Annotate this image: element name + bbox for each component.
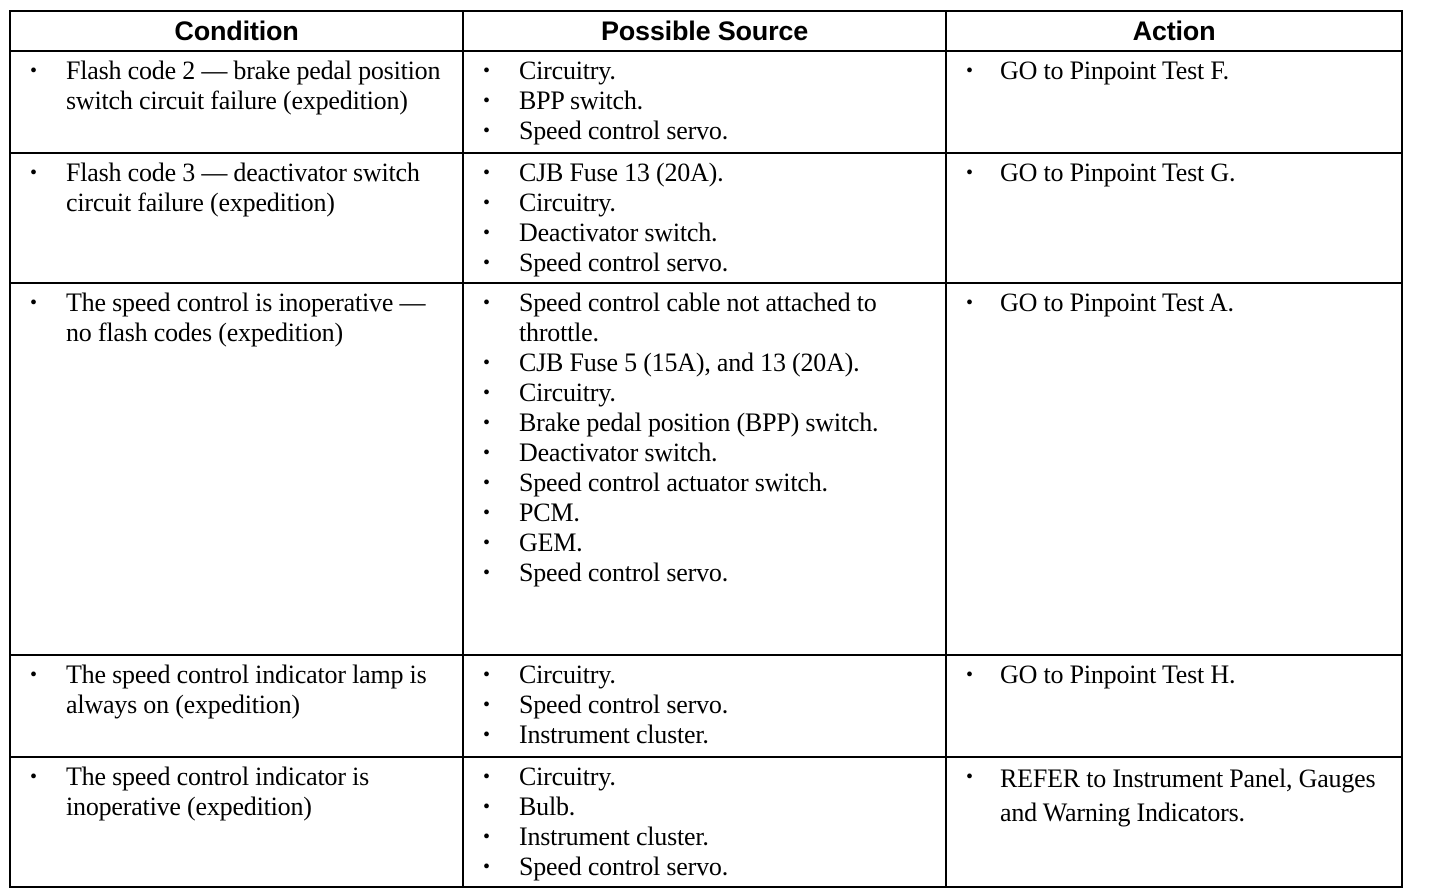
action-cell bbox=[946, 655, 1402, 757]
list-item bbox=[472, 558, 937, 588]
source-text: Deactivator switch. bbox=[519, 438, 718, 467]
source-text: Speed control servo. bbox=[519, 852, 729, 881]
table-row bbox=[10, 283, 1402, 655]
bullet-icon: • bbox=[483, 60, 490, 82]
bullet-icon: • bbox=[483, 90, 490, 112]
list-item bbox=[472, 56, 937, 86]
header-condition: Condition bbox=[10, 11, 463, 51]
bullet-icon: • bbox=[483, 664, 490, 686]
action-text: REFER to Instrument Panel, Gauges and Warning Indicators. bbox=[1000, 764, 1376, 827]
source-text: Bulb. bbox=[519, 792, 576, 821]
source-text: PCM. bbox=[519, 498, 580, 527]
list-item bbox=[472, 762, 937, 792]
bullet-icon: • bbox=[30, 766, 37, 788]
bullet-icon: • bbox=[483, 252, 490, 274]
condition-cell bbox=[10, 655, 463, 757]
list-item bbox=[955, 158, 1393, 188]
bullet-icon: • bbox=[483, 796, 490, 818]
source-cell bbox=[463, 283, 946, 655]
list-item bbox=[955, 762, 1393, 830]
list-item bbox=[472, 116, 937, 146]
bullet-icon: • bbox=[483, 694, 490, 716]
bullet-icon: • bbox=[483, 442, 490, 464]
bullet-icon: • bbox=[966, 664, 973, 686]
bullet-icon: • bbox=[966, 162, 973, 184]
source-cell bbox=[463, 655, 946, 757]
bullet-icon: • bbox=[966, 60, 973, 82]
action-text: GO to Pinpoint Test F. bbox=[1000, 56, 1229, 85]
source-text: Instrument cluster. bbox=[519, 720, 709, 749]
bullet-icon: • bbox=[483, 382, 490, 404]
bullet-icon: • bbox=[483, 412, 490, 434]
source-text: Instrument cluster. bbox=[519, 822, 709, 851]
bullet-icon: • bbox=[30, 162, 37, 184]
source-text: Brake pedal position (BPP) switch. bbox=[519, 408, 879, 437]
condition-cell bbox=[10, 757, 463, 887]
condition-cell bbox=[10, 283, 463, 655]
bullet-icon: • bbox=[483, 120, 490, 142]
source-text: Speed control servo. bbox=[519, 116, 729, 145]
list-item bbox=[472, 248, 937, 278]
source-text: Speed control servo. bbox=[519, 690, 729, 719]
source-cell bbox=[463, 757, 946, 887]
list-item bbox=[472, 408, 937, 438]
bullet-icon: • bbox=[966, 292, 973, 314]
list-item bbox=[472, 188, 937, 218]
bullet-icon: • bbox=[483, 826, 490, 848]
bullet-icon: • bbox=[30, 292, 37, 314]
bullet-icon: • bbox=[483, 502, 490, 524]
bullet-icon: • bbox=[483, 472, 490, 494]
source-text: Circuitry. bbox=[519, 188, 616, 217]
list-item bbox=[472, 468, 937, 498]
list-item bbox=[955, 660, 1393, 690]
bullet-icon: • bbox=[483, 856, 490, 878]
action-cell bbox=[946, 153, 1402, 283]
list-item bbox=[19, 762, 454, 822]
bullet-icon: • bbox=[483, 532, 490, 554]
source-text: Circuitry. bbox=[519, 762, 616, 791]
source-cell bbox=[463, 153, 946, 283]
source-cell bbox=[463, 51, 946, 153]
source-text: Circuitry. bbox=[519, 660, 616, 689]
list-item bbox=[472, 822, 937, 852]
bullet-icon: • bbox=[483, 724, 490, 746]
action-cell bbox=[946, 51, 1402, 153]
list-item bbox=[472, 528, 937, 558]
header-action: Action bbox=[946, 11, 1402, 51]
bullet-icon: • bbox=[483, 766, 490, 788]
bullet-icon: • bbox=[966, 766, 973, 788]
header-possible-source: Possible Source bbox=[463, 11, 946, 51]
bullet-icon: • bbox=[483, 292, 490, 314]
table-row bbox=[10, 655, 1402, 757]
list-item bbox=[472, 348, 937, 378]
list-item bbox=[472, 158, 937, 188]
list-item bbox=[472, 378, 937, 408]
source-text: Speed control servo. bbox=[519, 558, 729, 587]
bullet-icon: • bbox=[483, 222, 490, 244]
header-row bbox=[10, 11, 1402, 51]
action-text: GO to Pinpoint Test H. bbox=[1000, 660, 1236, 689]
bullet-icon: • bbox=[483, 192, 490, 214]
action-text: GO to Pinpoint Test G. bbox=[1000, 158, 1236, 187]
action-text: GO to Pinpoint Test A. bbox=[1000, 288, 1234, 317]
condition-text: The speed control indicator is inoperative (expedition) bbox=[66, 762, 370, 821]
source-text: Speed control cable not attached to throttle. bbox=[519, 288, 877, 347]
source-text: CJB Fuse 5 (15A), and 13 (20A). bbox=[519, 348, 860, 377]
condition-cell bbox=[10, 153, 463, 283]
bullet-icon: • bbox=[483, 162, 490, 184]
action-cell bbox=[946, 283, 1402, 655]
source-text: GEM. bbox=[519, 528, 583, 557]
list-item bbox=[19, 158, 454, 218]
list-item bbox=[472, 288, 937, 348]
source-text: Circuitry. bbox=[519, 56, 616, 85]
list-item bbox=[472, 852, 937, 882]
table-row bbox=[10, 51, 1402, 153]
source-text: Circuitry. bbox=[519, 378, 616, 407]
source-text: Deactivator switch. bbox=[519, 218, 718, 247]
diagnosis-table bbox=[9, 10, 1403, 888]
list-item bbox=[955, 56, 1393, 86]
condition-text: Flash code 2 — brake pedal position switch circuit failure (expedition) bbox=[66, 56, 441, 115]
list-item bbox=[472, 792, 937, 822]
list-item bbox=[472, 660, 937, 690]
action-cell bbox=[946, 757, 1402, 887]
bullet-icon: • bbox=[483, 352, 490, 374]
source-text: BPP switch. bbox=[519, 86, 643, 115]
list-item bbox=[472, 690, 937, 720]
list-item bbox=[472, 218, 937, 248]
list-item bbox=[472, 86, 937, 116]
condition-text: Flash code 3 — deactivator switch circuit failure (expedition) bbox=[66, 158, 420, 217]
list-item bbox=[19, 56, 454, 116]
list-item bbox=[955, 288, 1393, 318]
bullet-icon: • bbox=[30, 664, 37, 686]
condition-cell bbox=[10, 51, 463, 153]
list-item bbox=[472, 438, 937, 468]
bullet-icon: • bbox=[30, 60, 37, 82]
source-text: CJB Fuse 13 (20A). bbox=[519, 158, 724, 187]
list-item bbox=[472, 720, 937, 750]
list-item bbox=[19, 660, 454, 720]
source-text: Speed control servo. bbox=[519, 248, 729, 277]
bullet-icon: • bbox=[483, 562, 490, 584]
list-item bbox=[472, 498, 937, 528]
condition-text: The speed control is inoperative — no flash codes (expedition) bbox=[66, 288, 426, 347]
table-row bbox=[10, 757, 1402, 887]
list-item bbox=[19, 288, 454, 348]
table-row bbox=[10, 153, 1402, 283]
source-text: Speed control actuator switch. bbox=[519, 468, 828, 497]
condition-text: The speed control indicator lamp is always on (expedition) bbox=[66, 660, 427, 719]
